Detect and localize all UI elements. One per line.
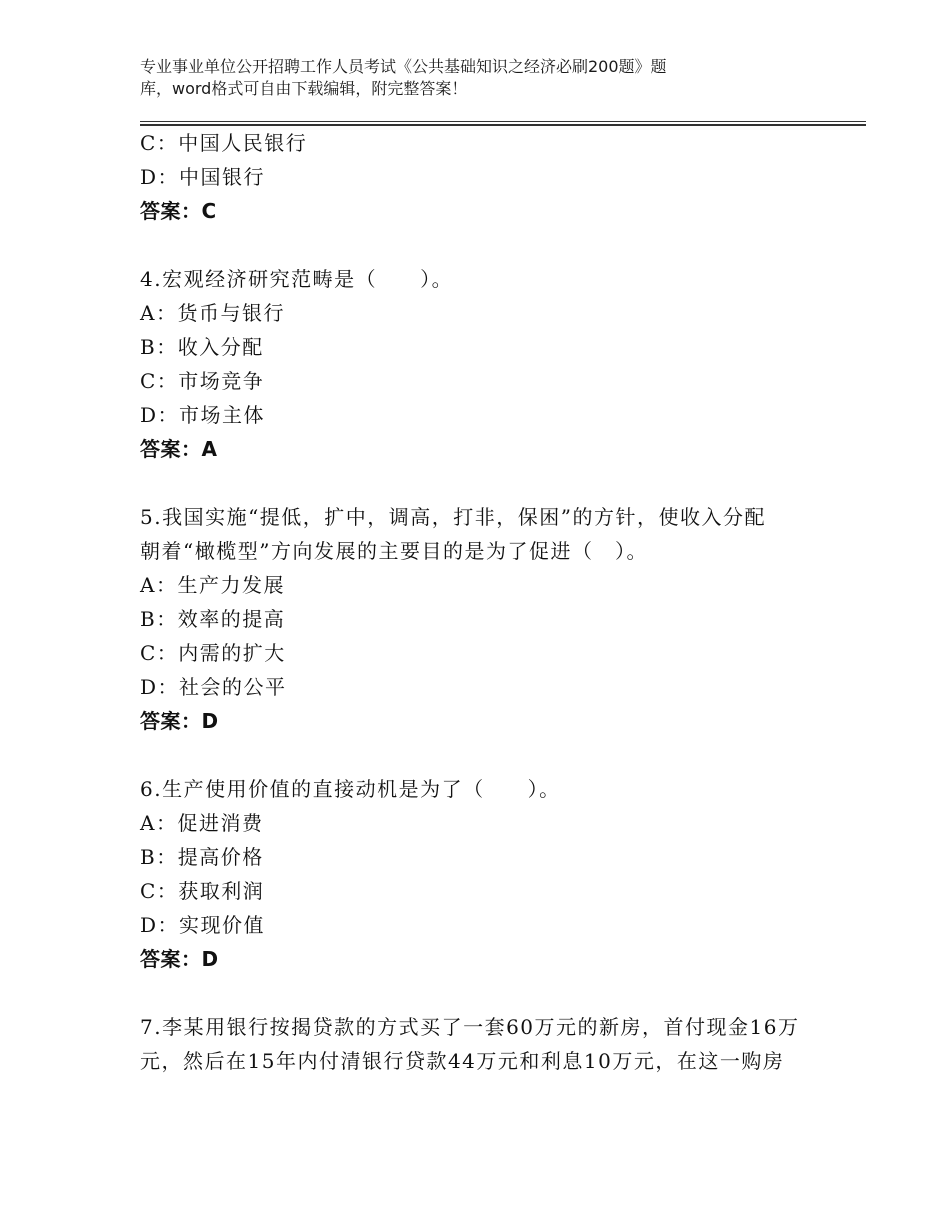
answer-line: 答案：C bbox=[140, 199, 217, 223]
option-d: D：社会的公平 bbox=[140, 675, 287, 699]
question-7 bbox=[140, 1010, 820, 1078]
question-4 bbox=[140, 262, 820, 466]
header-divider bbox=[140, 121, 866, 125]
option-c: C：获取利润 bbox=[140, 879, 265, 903]
question-6 bbox=[140, 772, 820, 976]
spacer bbox=[140, 738, 820, 772]
question-stem: 4.宏观经济研究范畴是（ ）。 bbox=[140, 267, 454, 291]
option-c: C：内需的扩大 bbox=[140, 641, 286, 665]
spacer bbox=[140, 976, 820, 1010]
option-c: C：中国人民银行 bbox=[140, 131, 308, 155]
question-stem-continued: 朝着“橄榄型”方向发展的主要目的是为了促进（ ）。 bbox=[140, 539, 648, 563]
option-d: D：实现价值 bbox=[140, 913, 266, 937]
answer-line: 答案：A bbox=[140, 437, 218, 461]
option-d: D：中国银行 bbox=[140, 165, 266, 189]
option-c: C：市场竞争 bbox=[140, 369, 265, 393]
answer-line: 答案：D bbox=[140, 947, 219, 971]
question-stem: 5.我国实施“提低，扩中，调高，打非，保困”的方针，使收入分配 bbox=[140, 505, 767, 529]
option-a: A：促进消费 bbox=[140, 811, 264, 835]
spacer bbox=[140, 228, 820, 262]
question-stem-continued: 元，然后在15年内付清银行贷款44万元和利息10万元，在这一购房 bbox=[140, 1049, 785, 1073]
answer-line: 答案：D bbox=[140, 709, 219, 733]
question-stem: 7.李某用银行按揭贷款的方式买了一套60万元的新房，首付现金16万 bbox=[140, 1015, 800, 1039]
document-body bbox=[140, 126, 820, 1078]
spacer bbox=[140, 466, 820, 500]
document-header bbox=[140, 56, 780, 100]
question-3-tail bbox=[140, 126, 820, 228]
option-d: D：市场主体 bbox=[140, 403, 266, 427]
question-5 bbox=[140, 500, 820, 738]
question-stem: 6.生产使用价值的直接动机是为了（ ）。 bbox=[140, 777, 561, 801]
option-b: B：提高价格 bbox=[140, 845, 264, 869]
option-b: B：收入分配 bbox=[140, 335, 264, 359]
header-line-2: 库，word格式可自由下载编辑，附完整答案！ bbox=[140, 79, 468, 98]
header-line-1: 专业事业单位公开招聘工作人员考试《公共基础知识之经济必刷200题》题 bbox=[140, 57, 667, 76]
option-a: A：生产力发展 bbox=[140, 573, 285, 597]
option-b: B：效率的提高 bbox=[140, 607, 286, 631]
option-a: A：货币与银行 bbox=[140, 301, 285, 325]
